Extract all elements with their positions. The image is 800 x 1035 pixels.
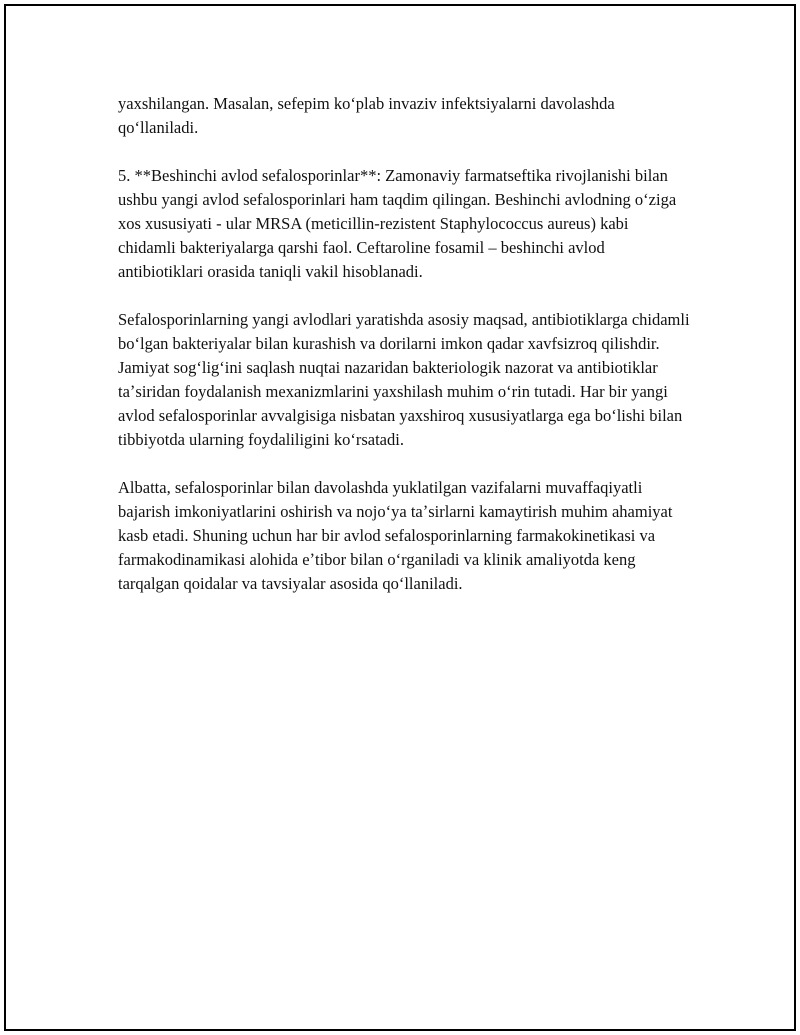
- paragraph-fifth-generation: 5. **Beshinchi avlod sefalosporinlar**: Zamonaviy farmatseftika rivojlanishi bilan ushbu yangi avlod sefalosporinlari ham taqdim qilingan. Beshinchi avlodning oʻziga xos xususiyati - ular MRSA (meticillin-rezistent Staphylococcus aureus) kabi chidamli bakteriyalarga qarshi faol. Ceftaroline fosamil – beshinchi avlod antibiotiklari orasida taniqli vakil hisoblanadi.: [118, 166, 677, 281]
- paragraph-continuation: yaxshilangan. Masalan, sefepim koʻplab invaziv infektsiyalarni davolashda qoʻllaniladi.: [118, 94, 615, 137]
- document-body: [118, 92, 690, 620]
- paragraph-new-generations-goal: Sefalosporinlarning yangi avlodlari yaratishda asosiy maqsad, antibiotiklarga chidamli boʻlgan bakteriyalar bilan kurashish va dorilarni imkon qadar xavfsizroq qilishdir. Jamiyat sogʻligʻini saqlash nuqtai nazaridan bakteriologik nazorat va antibiotiklar taʼsiridan foydalanish mexanizmlarini yaxshilash muhim oʻrin tutadi. Har bir yangi avlod sefalosporinlar avvalgisiga nisbatan yaxshiroq xususiyatlarga ega boʻlishi bilan tibbiyotda ularning foydaliligini koʻrsatadi.: [118, 310, 690, 449]
- paragraph-conclusion: Albatta, sefalosporinlar bilan davolashda yuklatilgan vazifalarni muvaffaqiyatli bajarish imkoniyatlarini oshirish va nojoʻya taʼsirlarni kamaytirish muhim ahamiyat kasb etadi. Shuning uchun har bir avlod sefalosporinlarning farmakokinetikasi va farmakodinamikasi alohida eʼtibor bilan oʻrganiladi va klinik amaliyotda keng tarqalgan qoidalar va tavsiyalar asosida qoʻllaniladi.: [118, 478, 673, 593]
